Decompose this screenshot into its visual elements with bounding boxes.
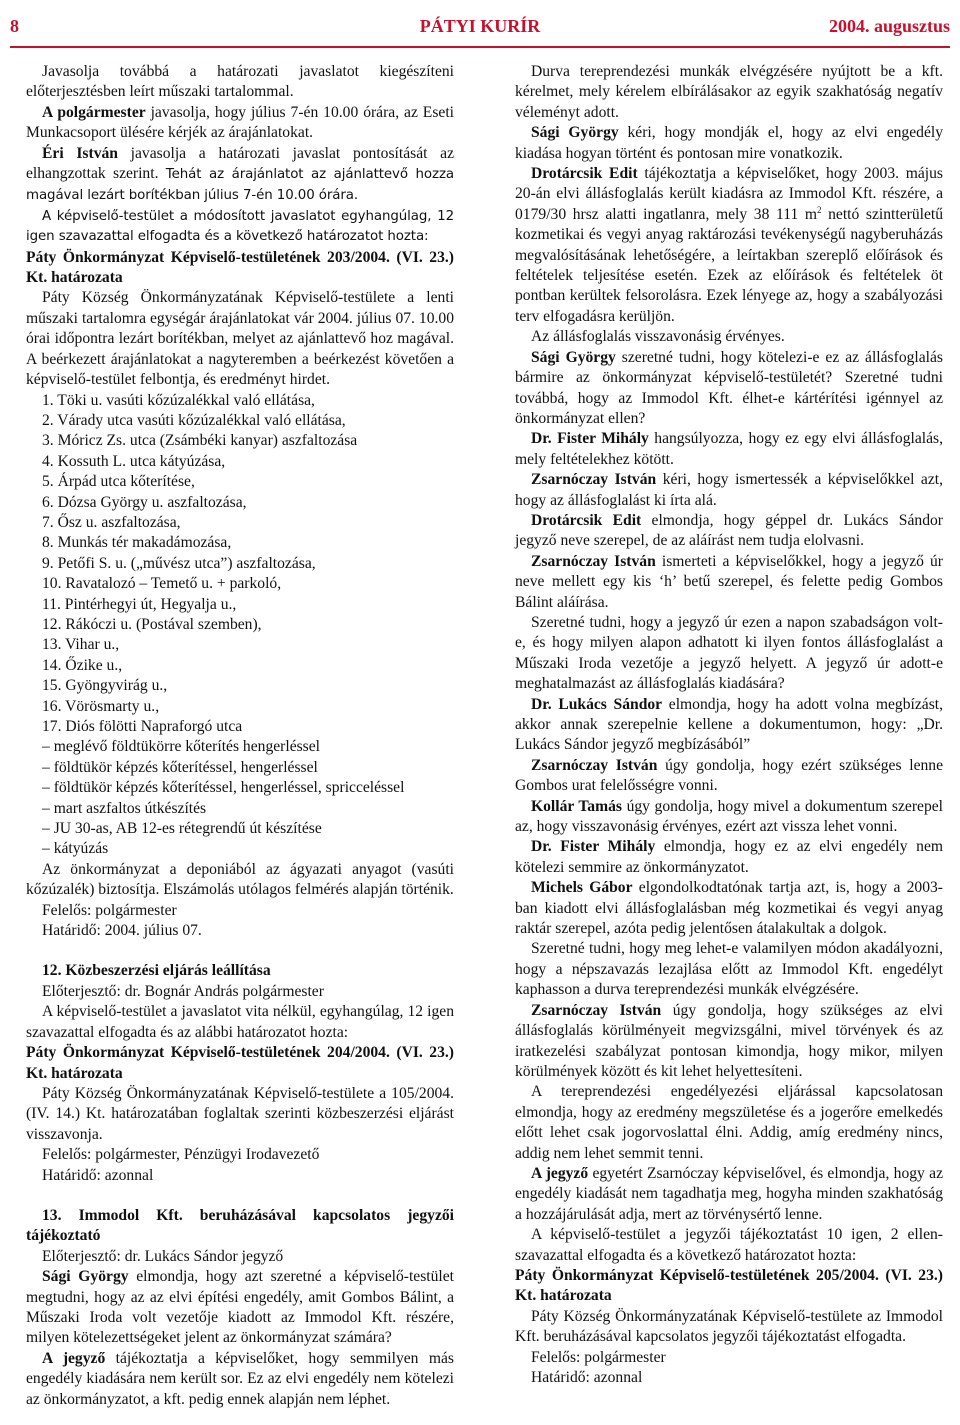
speaker-name: Kollár Tamás <box>531 797 622 815</box>
paragraph: A képviselő-testület a jegyzői tájékoztatást 10 igen, 2 ellen-szavazattal elfogadta és a következő határozatot hozta: <box>515 1226 943 1264</box>
paragraph-text: hangsúlyozza, hogy ez egy elvi állásfoglalás, mely feltételekhez kötött. <box>515 430 944 468</box>
speaker-name: A jegyző <box>531 1164 589 1182</box>
paragraph <box>515 511 943 552</box>
paragraph <box>515 348 943 430</box>
page-number: 8 <box>10 16 19 36</box>
resolution-title: Páty Önkormányzat Képviselő-testületének 205/2004. (VI. 23.) Kt. határozata <box>515 1266 943 1305</box>
deadline-line: Határidő: 2004. július 07. <box>42 922 202 940</box>
speaker-name: A polgármester <box>42 103 146 121</box>
header-divider <box>10 46 950 48</box>
paragraph-text: elmondja, hogy ez az elvi engedély nem kötelezi semmire az önkormányzatot. <box>515 838 943 876</box>
list-item: 3. Móricz Zs. utca (Zsámbéki kanyar) aszfaltozása <box>42 432 358 450</box>
speaker-name: Sági György <box>531 348 616 366</box>
list-item: – meglévő földtükörre kőterítés hengerléssel <box>42 738 320 756</box>
paragraph <box>515 878 943 939</box>
paragraph <box>515 756 943 797</box>
paragraph-text: elgondolkodtatónak tartja azt, is, hogy a 2003-ban kiadott elvi állásfoglalásban még kozmetikai és vegyi anyag raktár szerepel, azóta pedig jelentősen átalakultak a dolgok. <box>515 879 943 938</box>
list-item: 14. Őzike u., <box>42 656 123 674</box>
list-item: 16. Vörösmarty u., <box>42 697 160 715</box>
issue-date: 2004. augusztus <box>828 16 950 36</box>
list-item: 4. Kossuth L. utca kátyúzása, <box>42 452 226 470</box>
paragraph <box>515 164 943 327</box>
paragraph <box>26 1267 454 1349</box>
spacer <box>26 1186 454 1206</box>
section-title: 13. Immodol Kft. beruházásával kapcsolatos jegyzői tájékoztató <box>26 1206 454 1245</box>
list-item: 11. Pintérhegyi út, Hegyalja u., <box>42 595 237 613</box>
paragraph <box>515 837 943 878</box>
publication-title: PÁTYI KURÍR <box>419 16 541 36</box>
paragraph-text: tájékoztatja a képviselőket, hogy semmilyen más engedély kiadására nem került sor. Ez az elvi engedély nem kötelezi az önkormányzatot, a kft. pedig ennek alapján nem léphet. <box>26 1349 454 1408</box>
paragraph-text: tájékoztatja a képviselőket, hogy 2003. május 20-án elvi állásfoglalás került kiadásra az Immodol Kft. részére, a 0179/30 hrsz alatti ingatlanra, mely 38 111 m <box>515 165 943 223</box>
paragraph-text: javasolja, hogy július 7-én 10.00 órára, az Eseti Munkacsoport ülésére kérjék az árajánlatokat. <box>26 103 454 142</box>
list-item: 17. Diós fölötti Napraforgó utca <box>42 718 243 735</box>
paragraph <box>26 144 454 207</box>
paragraph <box>515 797 943 838</box>
list-item: 13. Vihar u., <box>42 636 120 654</box>
section-title: 12. Közbeszerzési eljárás leállítása <box>42 962 271 980</box>
speaker-name: Zsarnóczay István <box>531 1001 662 1019</box>
list-item: – földtükör képzés kőterítéssel, hengerléssel, spricceléssel <box>42 779 405 797</box>
resolution-title: Páty Önkormányzat Képviselő-testületének 203/2004. (VI. 23.) Kt. határozata <box>26 248 454 287</box>
paragraph-text: elmondja, hogy géppel dr. Lukács Sándor jegyző neve szerepel, de az aláírást nem tudja elolvasni. <box>515 511 943 550</box>
speaker-name: Zsarnóczay István <box>531 471 657 489</box>
list-item: 12. Rákóczi u. (Postával szemben), <box>42 615 262 633</box>
right-column <box>515 62 943 1388</box>
list-item: – kátyúzás <box>42 840 109 858</box>
responsible-line: Felelős: polgármester <box>42 901 177 919</box>
list-item: – földtükör képzés kőterítéssel, hengerléssel <box>42 758 318 776</box>
list-item: 10. Ravatalozó – Temető u. + parkoló, <box>42 575 282 593</box>
paragraph-text: úgy gondolja, hogy szükséges az elvi állásfoglalás körülményeit megvizsgálni, mivel törvények és az iratkezelési szabályzat pontosan kimondja, hogy mikor, milyen körülmények között és kit lehet helyettesíteni. <box>515 1001 943 1080</box>
speaker-name: Éri István <box>42 144 118 162</box>
list-item: 7. Ősz u. aszfaltozása, <box>42 513 181 531</box>
speaker-name: A jegyző <box>42 1349 106 1367</box>
presenter-line: Előterjesztő: dr. Lukács Sándor jegyző <box>42 1247 284 1265</box>
speaker-name: Sági György <box>42 1268 129 1286</box>
responsible-line: Felelős: polgármester <box>531 1348 666 1366</box>
paragraph-text: kéri, hogy mondják el, hogy az elvi engedély kiadása hogyan történt és pontosan mire vonatkozik. <box>515 124 943 162</box>
paragraph <box>515 1001 943 1083</box>
page-header <box>10 16 950 44</box>
paragraph: Javasolja továbbá a határozati javaslatot kiegészíteni előterjesztésben leírt műszaki tartalommal. <box>26 63 454 101</box>
list-item: – mart aszfaltos útkészítés <box>42 799 207 817</box>
paragraph <box>515 552 943 613</box>
spacer <box>26 941 454 961</box>
paragraph-text: úgy gondolja, hogy mivel a dokumentum szerepel az, hogy visszavonásig érvényes, ezért azt vissza lehet vonni. <box>515 797 944 836</box>
list-item: 1. Töki u. vasúti kőzúzalékkal való ellátása, <box>42 391 315 409</box>
paragraph <box>515 1164 943 1225</box>
paragraph: A tereprendezési engedélyezési eljárással kapcsolatosan elmondja, hogy az eredmény megszületése és a jogerőre emelkedés előtt lehet csak jogorvoslattal élni. Addig, amíg eredmény nincs, addig nem lehet semmit tenni. <box>515 1083 943 1162</box>
presenter-line: Előterjesztő: dr. Bognár András polgármester <box>42 982 324 1000</box>
paragraph: Szeretné tudni, hogy a jegyző úr ezen a napon szabadságon volt-e, és hogy milyen alapon adhatott ki ilyen fontos állásfoglalást a Műszaki Iroda vezetője a jegyző helyett. A jegyző úr adott-e meghatalmazást az állásfoglalás kiadására? <box>515 613 943 693</box>
speaker-name: Drotárcsik Edit <box>531 165 638 183</box>
paragraph: Durva tereprendezési munkák elvégzésére nyújtott be a kft. kérelmet, mely kérelem elbírálásakor az egyik szakhatóság negatív véleményt adott. <box>515 63 943 121</box>
list-item: – JU 30-as, AB 12-es rétegrendű út készítése <box>42 820 322 838</box>
resolution-title: Páty Önkormányzat Képviselő-testületének 204/2004. (VI. 23.) Kt. határozata <box>26 1044 454 1082</box>
paragraph-text: egyetért Zsarnóczay képviselővel, és elmondja, hogy az engedély kiadását nem tagadhatja meg, hogyha minden szakhatóság a hozzájárulását adja, mert az törvénysértő lenne. <box>515 1164 943 1223</box>
paragraph: Az önkormányzat a deponiából az ágyazati anyagot (vasúti kőzúzalék) biztosítja. Elszámolás utólagos felmérés alapján történik. <box>26 860 454 899</box>
paragraph-text: ismerteti a képviselőkkel, hogy a jegyző úr neve mellett egy kis ‘h’ betű szerepel, és felette pedig Gombos Bálint aláírása. <box>515 552 943 611</box>
resolution-body: Páty Község Önkormányzatának Képviselő-testülete a lenti műszaki tartalomra egységár árajánlatokat vár 2004. július 07. 10.00 órai időpontra lezárt borítékban, melyet az ajánlattevő hoz magával. A beérkezett árajánlatokat a nagyteremben a beérkezést követően a képviselő-testület felbontja, és eredményt hirdet. <box>26 289 454 389</box>
speaker-name: Dr. Fister Mihály <box>531 838 656 856</box>
speaker-name: Michels Gábor <box>531 879 633 897</box>
paragraph <box>26 1349 454 1410</box>
deadline-line: Határidő: azonnal <box>42 1166 154 1184</box>
list-item: 5. Árpád utca kőterítése, <box>42 473 195 491</box>
paragraph-text: elmondja, hogy ha adott volna megbízást, akkor annak szerepelnie kellene a dokumentumon, hogy: „Dr. Lukács Sándor jegyző megbízásából” <box>515 695 943 754</box>
list-item: 6. Dózsa György u. aszfaltozása, <box>42 493 247 511</box>
superscript: 2 <box>817 204 822 215</box>
resolution-body: Páty Község Önkormányzatának Képviselő-testülete a 105/2004. (IV. 14.) Kt. határozatában foglaltak szerinti közbeszerzési eljárást visszavonja. <box>26 1084 454 1143</box>
speaker-name: Zsarnóczay István <box>531 552 656 570</box>
deadline-line: Határidő: azonnal <box>531 1369 643 1386</box>
paragraph <box>515 429 943 470</box>
list-item: 9. Petőfi S. u. („művész utca”) aszfaltozása, <box>42 554 316 572</box>
speaker-name: Zsarnóczay István <box>531 756 658 774</box>
paragraph-text: úgy gondolja, hogy ezért szükséges lenne Gombos urat felelősségre vonni. <box>515 756 944 795</box>
speaker-name: Drotárcsik Edit <box>531 511 642 529</box>
left-column <box>26 62 454 1410</box>
paragraph-text: javasolja a határozati javaslat pontosítását az elhangzottak szerint. <box>26 144 455 183</box>
list-item: 8. Munkás tér makadámozása, <box>42 534 232 552</box>
paragraph <box>26 103 454 144</box>
paragraph <box>515 123 943 164</box>
paragraph-text: Tehát az árajánlatot az ajánlattevő hozza magával lezárt borítékban július 7-én 10.00 órára. <box>26 167 454 204</box>
speaker-name: Dr. Lukács Sándor <box>531 695 663 713</box>
paragraph: A képviselő-testület a javaslatot vita nélkül, egyhangúlag, 12 igen szavazattal elfogadta és az alábbi határozatot hozta: <box>26 1003 454 1041</box>
responsible-line: Felelős: polgármester, Pénzügyi Irodavezető <box>42 1146 320 1164</box>
speaker-name: Sági György <box>531 124 619 142</box>
paragraph: Szeretné tudni, hogy meg lehet-e valamilyen módon akadályozni, hogy a népszavazás lezajlása előtt az Immodol Kft. engedélyt kaphasson a durva tereprendezési munkák elvégzésére. <box>515 940 943 999</box>
paragraph <box>515 695 943 756</box>
paragraph-text: szeretné tudni, hogy kötelezi-e ez az állásfoglalás bármire az önkormányzat képviselő-testületét? Szeretné tudni továbbá, hogy az Immodol Kft. élhet-e kártérítési igénnyel az önkormányzat ellen? <box>515 348 943 427</box>
speaker-name: Dr. Fister Mihály <box>531 430 649 448</box>
paragraph-text: kéri, hogy ismertessék a képviselőkkel azt, hogy az állásfoglalást ki írta alá. <box>515 471 943 509</box>
list-item: 15. Gyöngyvirág u., <box>42 677 168 695</box>
paragraph: Az állásfoglalás visszavonásig érvényes. <box>531 328 785 346</box>
list-item: 2. Várady utca vasúti kőzúzalékkal való ellátása, <box>42 411 346 429</box>
paragraph-text: nettó szintterületű kozmetikai és vegyi anyag raktározási tevékenységű nagyberuházás megvalósításának lehetőségére, a leírtakban szereplő előírások és feltételek teljesítése esetén. Ezek az előírások és feltételek öt pontban kerültek felsorolásra. Ezek lényege az, hogy a szabályozási terv elfogadásra kerüljön. <box>515 205 943 325</box>
resolution-body: Páty Község Önkormányzatának Képviselő-testülete az Immodol Kft. beruházásával kapcsolatos jegyzői tájékoztatást elfogadta. <box>515 1307 943 1346</box>
paragraph <box>515 470 943 511</box>
paragraph-text: elmondja, hogy azt szeretné a képviselő-testület megtudni, hogy az az elvi építési engedély, amit Gombos Bálint, a Műszaki Iroda volt vezetője kiadott az Immodol Kft. részére, milyen kötelezettségeket jelent az önkormányzat számára? <box>26 1268 454 1347</box>
paragraph: A képviselő-testület a módosított javaslatot egyhangúlag, 12 igen szavazattal elfogadta és a következő határozatot hozta: <box>26 208 454 245</box>
